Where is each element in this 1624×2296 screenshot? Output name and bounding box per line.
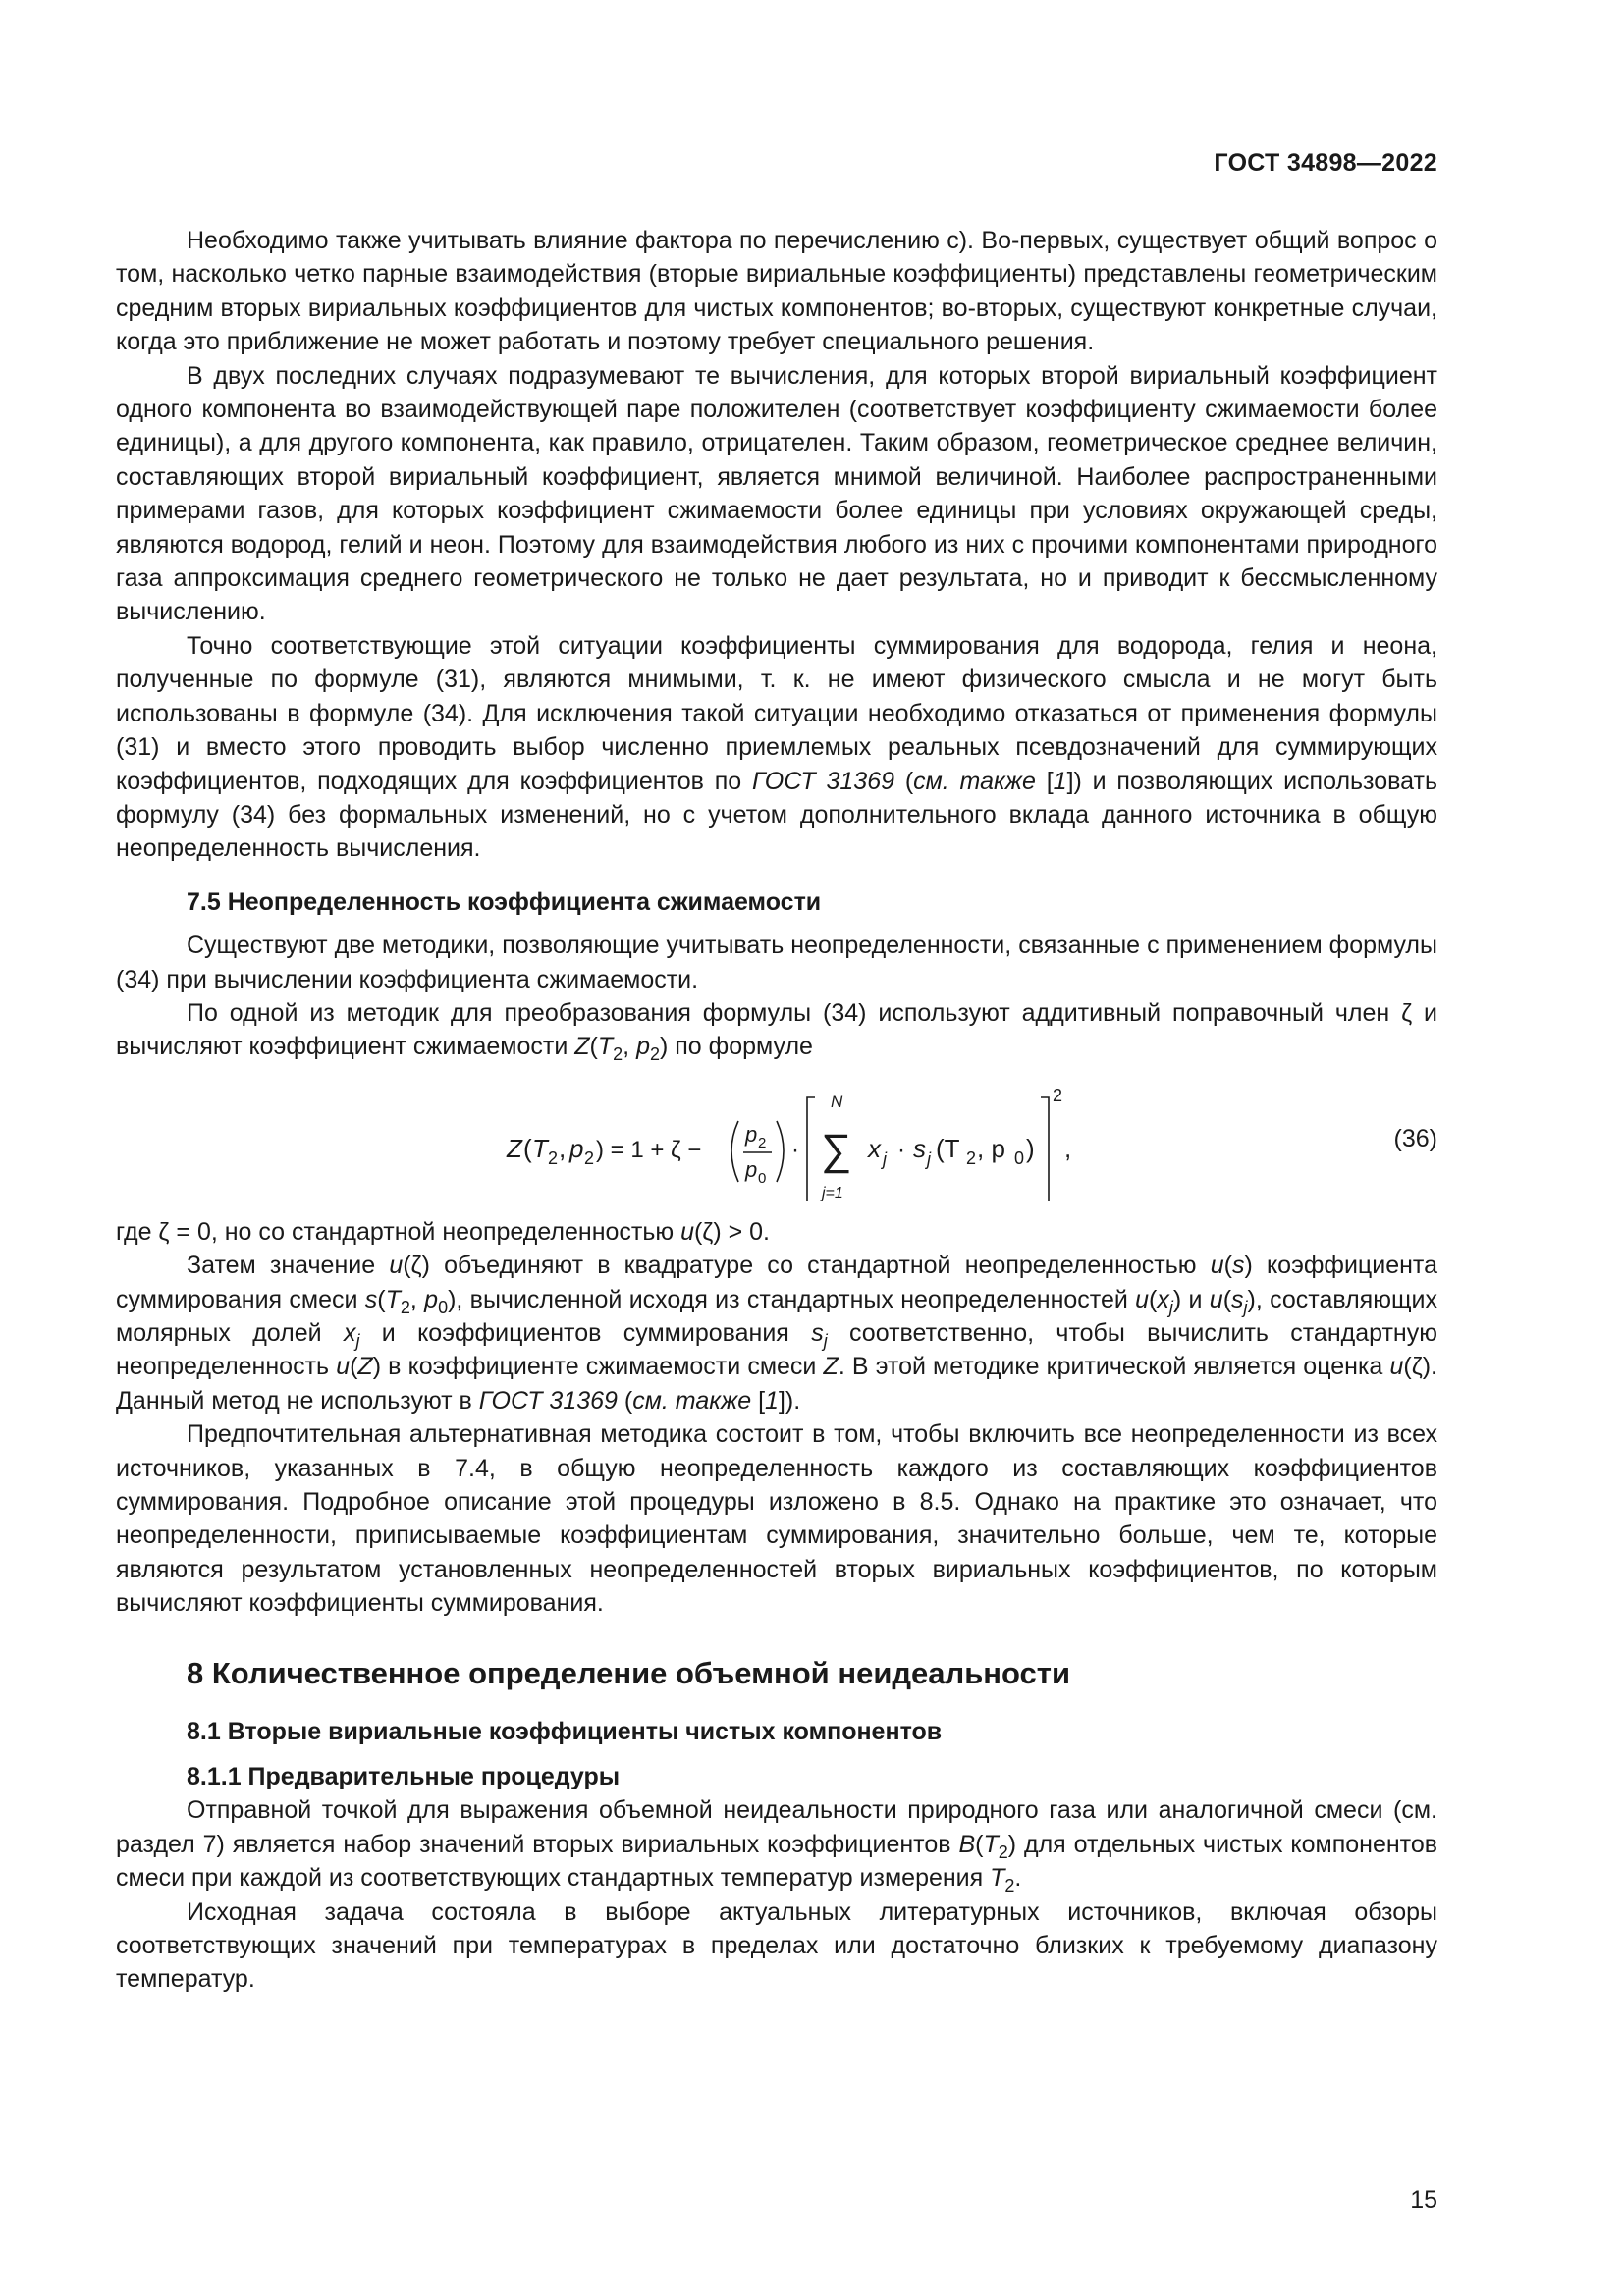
svg-text:j=1: j=1 bbox=[822, 1184, 843, 1201]
svg-text:p: p bbox=[569, 1133, 584, 1163]
paragraph: По одной из методик для преобразования формулы (34) используют аддитивный поправочный член ζ и вычисляют коэффициент сжимаемости $Z(T_2$, $p_2$) по формуле bbox=[116, 998, 1437, 1065]
formula-Z: Z bbox=[507, 1133, 522, 1163]
svg-text:s: s bbox=[913, 1133, 926, 1163]
svg-text:(: ( bbox=[523, 1133, 532, 1163]
svg-text:2: 2 bbox=[758, 1134, 767, 1151]
paragraph: Точно соответствующие этой ситуации коэффициенты суммирования для водорода, гелия и неона, полученные по формуле (31), являются мнимыми, т. к. не имеют физического смысла и не могут быть использованы в формуле (34). Для исключения такой ситуации необходимо отказаться от применения формулы (31) и вместо этого проводить выбор численно приемлемых реальных псевдозначений для суммирующих коэффициентов, подходящих для коэффициентов по ГОСТ 31369 (см. также [1]) и позволяющих использовать формулу (34) без формальных изменений, но с учетом дополнительного вклада данного источника в общую неопределенность вычисления. bbox=[116, 631, 1437, 863]
svg-text:0: 0 bbox=[1014, 1148, 1025, 1168]
paragraph: Отправной точкой для выражения объемной неидеальности природного газа или аналогичной смеси (см. раздел 7) является набор значений вторых вириальных коэффициентов $B(T_2)$ для отдельных чистых компонентов смеси при каждой из соответствующих стандартных температур измерения $T_2$. bbox=[116, 1796, 1438, 1896]
section-heading-8-1: 8.1 Вторые вириальные коэффициенты чистых компонентов bbox=[187, 1717, 943, 1745]
svg-text:,: , bbox=[559, 1133, 567, 1163]
formula-graphic bbox=[116, 1080, 1437, 1201]
paragraph: где ζ = 0, но со стандартной неопределенностью u(ζ) > 0. bbox=[116, 1217, 770, 1246]
svg-text:T: T bbox=[532, 1133, 548, 1163]
svg-text:·: · bbox=[791, 1136, 799, 1163]
section-heading-7-5: 7.5 Неопределенность коэффициента сжимаемости bbox=[187, 887, 822, 916]
svg-text:2: 2 bbox=[966, 1148, 977, 1168]
svg-text:(T: (T bbox=[936, 1133, 960, 1163]
bibliography-reference: 1 bbox=[1053, 767, 1067, 795]
paragraph: Затем значение u(ζ) объединяют в квадратуре со стандартной неопределенностью u(s) коэффициента суммирования смеси $s(T_2$, $p_0$), вычисленной исходя из стандартных неопределенностей $u(x_j)$ и $u(s_j)$, составляющих молярных долей $x_j$ и коэффициентов суммирования $s_j$ соответственно, чтобы вычислить стандартную неопределенность u(Z) в коэффициенте сжимаемости смеси Z. В этой методике критической является оценка u(ζ). Данный метод не используют в ГОСТ 31369 (см. также [1]). bbox=[116, 1252, 1437, 1415]
paragraph: Необходимо также учитывать влияние фактора по перечислению с). Во-первых, существует общий вопрос о том, насколько четко парные взаимодействия (вторые вириальные коэффициенты) представлены геометрическим средним вторых вириальных коэффициентов для чистых компонентов; во-вторых, существуют конкретные случаи, когда это приближение не может работать и поэтому требует специального решения. bbox=[116, 227, 1437, 356]
svg-text:) = 1 + ζ −: ) = 1 + ζ − bbox=[596, 1136, 702, 1163]
svg-text:0: 0 bbox=[758, 1169, 767, 1187]
svg-text:j: j bbox=[927, 1148, 931, 1169]
svg-text:j: j bbox=[883, 1148, 887, 1169]
document-id-header: ГОСТ 34898—2022 bbox=[1214, 149, 1437, 177]
formula-number: (36) bbox=[1393, 1124, 1437, 1152]
section-heading-8-1-1: 8.1.1 Предварительные процедуры bbox=[187, 1763, 621, 1791]
svg-text:, p: , p bbox=[977, 1133, 1005, 1163]
svg-text:N: N bbox=[831, 1092, 843, 1111]
paragraph: Существуют две методики, позволяющие учитывать неопределенности, связанные с применением формулы (34) при вычислении коэффициента сжимаемости. bbox=[116, 932, 1437, 993]
svg-text:x: x bbox=[868, 1133, 881, 1163]
svg-text:∑: ∑ bbox=[821, 1125, 852, 1174]
standard-reference: ГОСТ 31369 bbox=[751, 767, 895, 795]
svg-text:2: 2 bbox=[548, 1148, 559, 1168]
svg-text:p: p bbox=[745, 1156, 758, 1182]
svg-text:p: p bbox=[745, 1121, 758, 1147]
page-number: 15 bbox=[1410, 2186, 1437, 2214]
svg-text:,: , bbox=[1064, 1133, 1072, 1163]
standard-reference: ГОСТ 31369 bbox=[478, 1386, 618, 1415]
svg-text:·: · bbox=[897, 1136, 905, 1163]
paragraph: Исходная задача состояла в выборе актуальных литературных источников, включая обзоры соответствующих значений при температурах в пределах или достаточно близких к требуемому диапазону температур. bbox=[116, 1897, 1437, 1994]
page-body bbox=[116, 224, 1437, 1997]
svg-text:2: 2 bbox=[584, 1148, 595, 1168]
formula-36 bbox=[116, 1080, 1437, 1201]
svg-text:2: 2 bbox=[1053, 1085, 1063, 1105]
section-heading-8: 8 Количественное определение объемной неидеальности bbox=[187, 1655, 1071, 1690]
svg-text:): ) bbox=[1026, 1133, 1035, 1163]
paragraph: Предпочтительная альтернативная методика состоит в том, чтобы включить все неопределенности из всех источников, указанных в 7.4, в общую неопределенность каждого из составляющих коэффициентов суммирования. Подробное описание этой процедуры изложено в 8.5. Однако на практике это означает, что неопределенности, приписываемые коэффициентам суммирования, значительно больше, чем те, которые являются результатом установленных неопределенностей вторых вириальных коэффициентов, по которым вычисляют коэффициенты суммирования. bbox=[116, 1420, 1437, 1618]
paragraph: В двух последних случаях подразумевают те вычисления, для которых второй вириальный коэффициент одного компонента во взаимодействующей паре положителен (соответствует коэффициенту сжимаемости более единицы), а для другого компонента, как правило, отрицателен. Таким образом, геометрическое среднее величин, составляющих второй вириальный коэффициент, является мнимой величиной. Наиболее распространенными примерами газов, для которых коэффициент сжимаемости более единицы при условиях окружающей среды, являются водород, гелий и неон. Поэтому для взаимодействия любого из них с прочими компонентами природного газа аппроксимация среднего геометрического не только не дает результата, но и приводит к бессмысленному вычислению. bbox=[116, 361, 1437, 626]
bibliography-reference: 1 bbox=[765, 1386, 779, 1415]
